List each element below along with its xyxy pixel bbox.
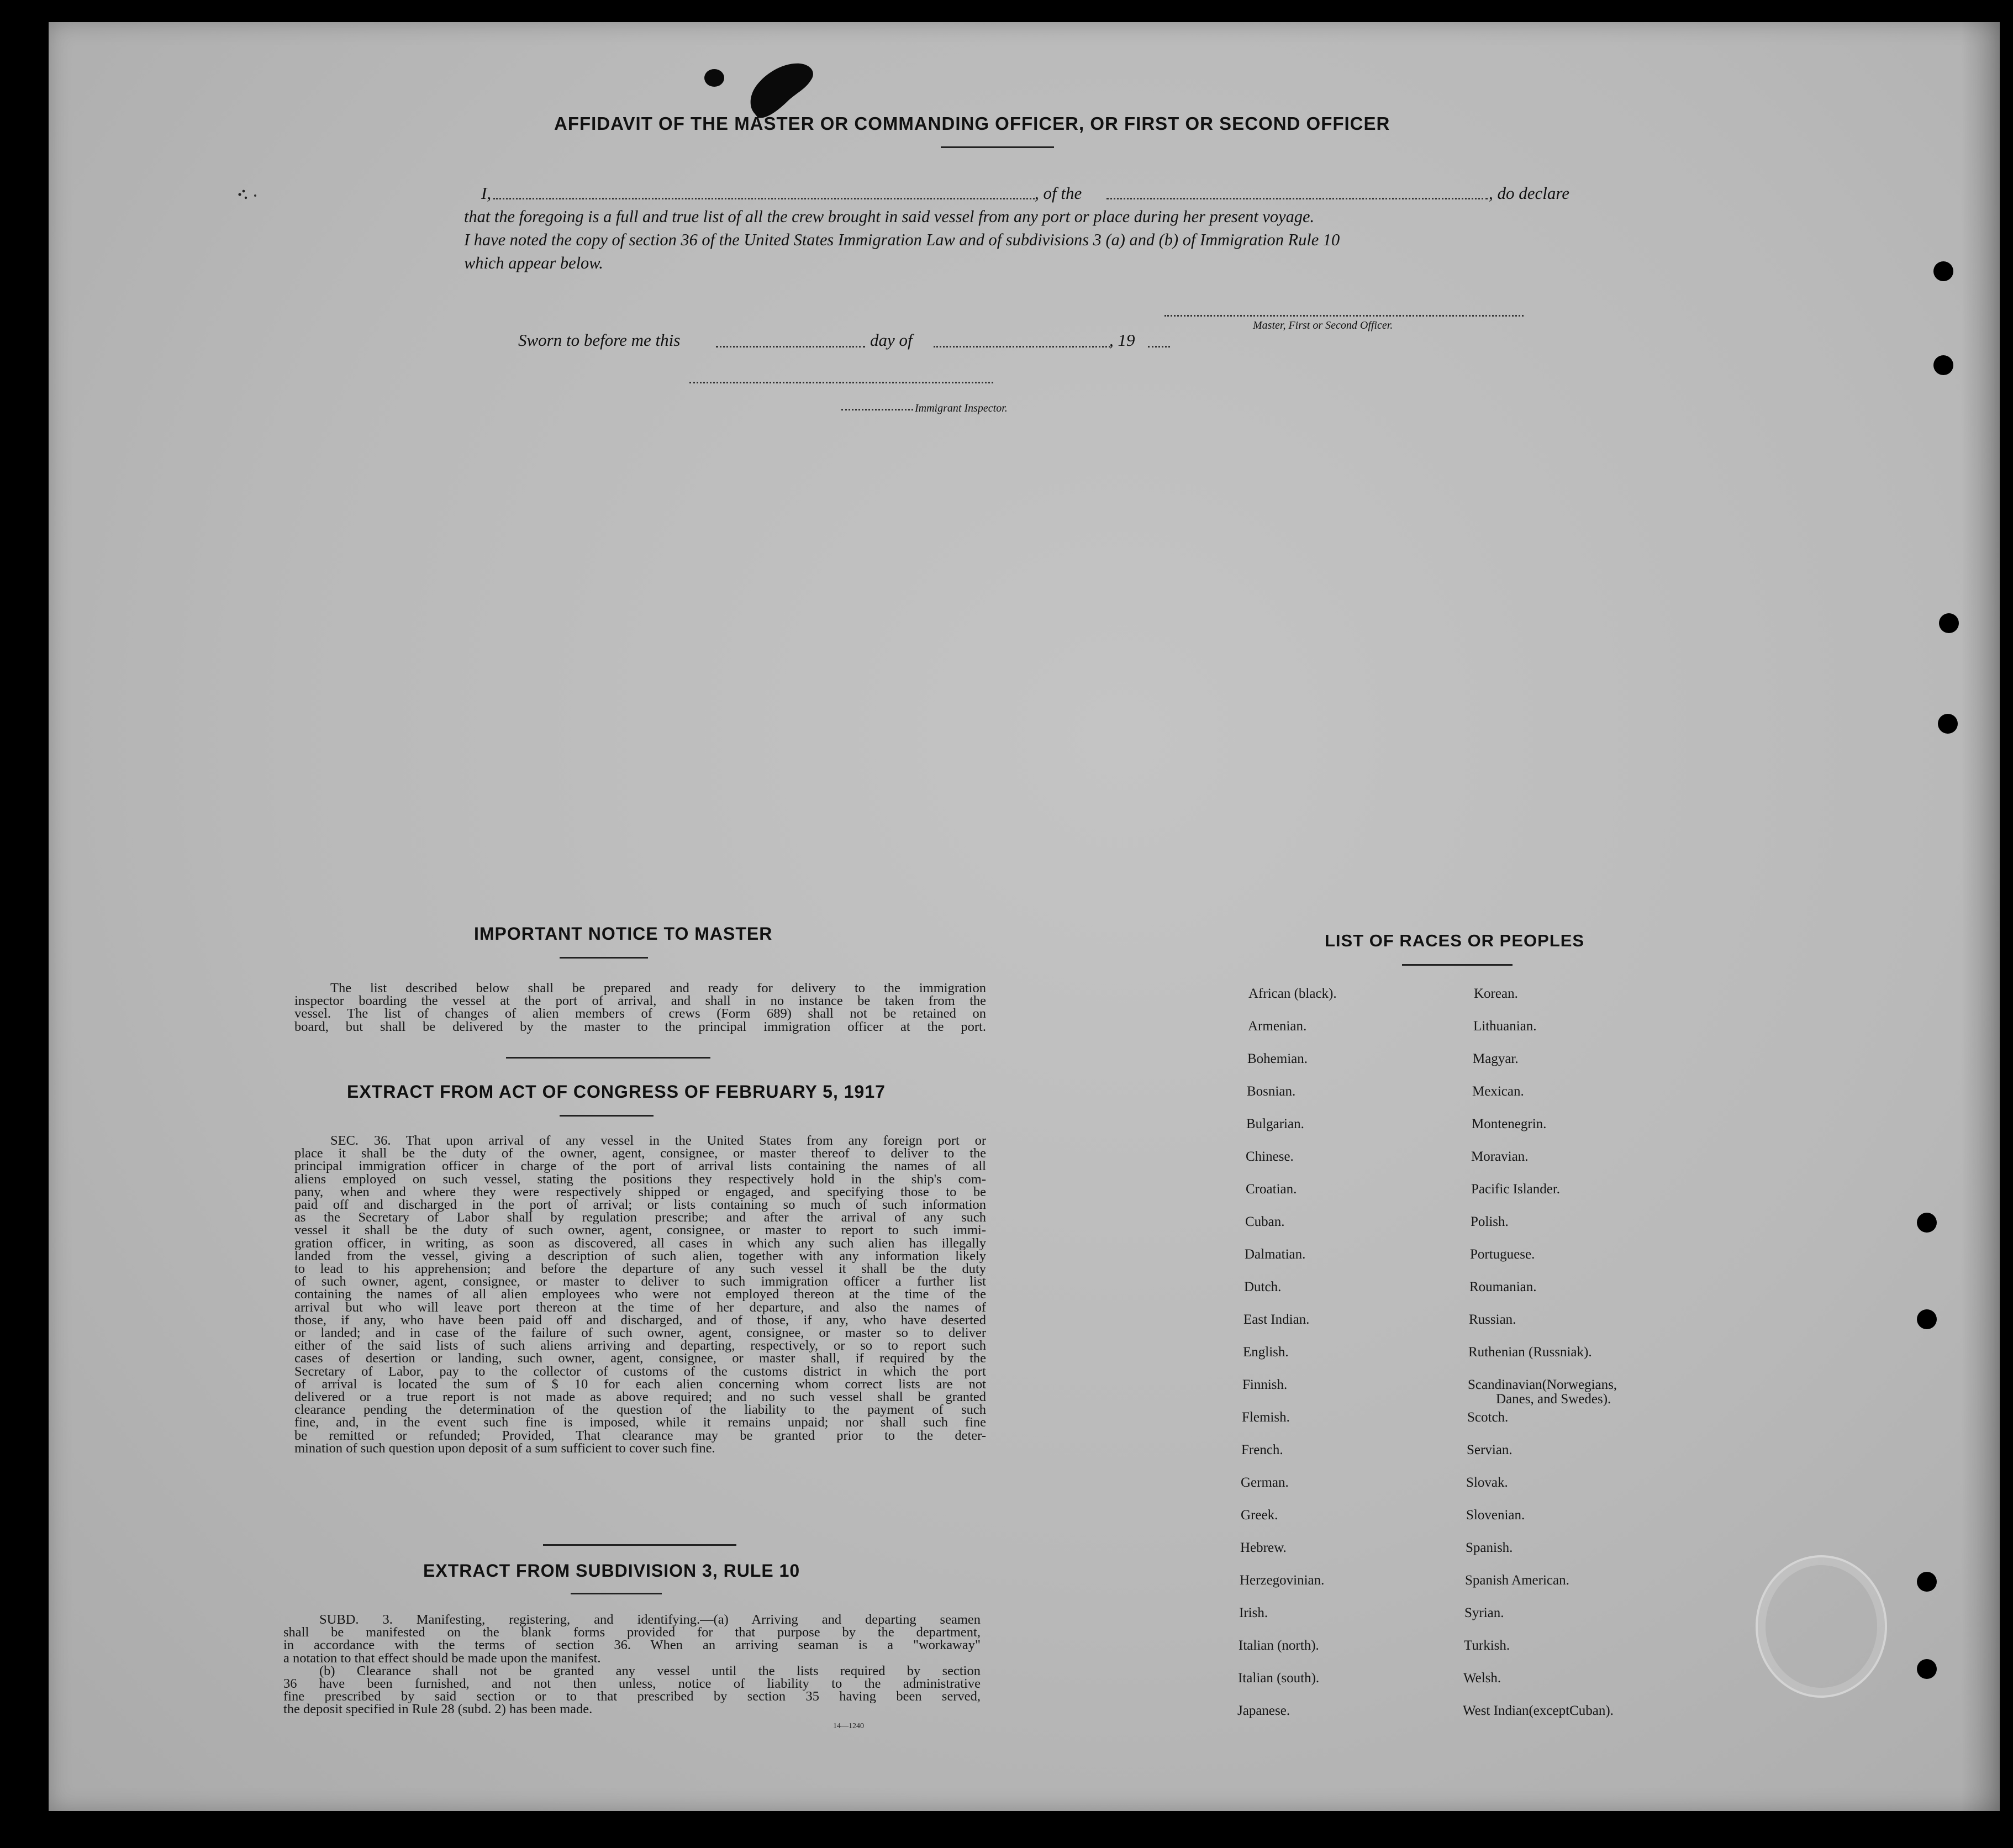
notice-line: board, but shall be delivered by the master to the principal immigration officer at the port. <box>294 1019 986 1034</box>
races-underline <box>1402 964 1513 966</box>
act-underline <box>560 1115 654 1117</box>
race-item: Armenian. <box>1248 1019 1307 1034</box>
race-item: Irish. <box>1239 1605 1268 1620</box>
notice-underline <box>560 957 648 959</box>
race-item: Lithuanian. <box>1473 1019 1537 1034</box>
day-of-label: day of <box>870 330 913 350</box>
rule-line: in accordance with the terms of section 36. When an arriving seaman is a "workaway" <box>283 1638 981 1653</box>
officer-caption: Master, First or Second Officer. <box>1253 319 1393 331</box>
act-line: or landed; and in case of the failure of such owner, agent, consignee, or master so to deliver <box>294 1325 986 1341</box>
act-line: containing the names of all alien employees who were not employed thereon at the time of the <box>294 1287 986 1302</box>
race-item: Herzegovinian. <box>1240 1573 1325 1588</box>
race-item: Magyar. <box>1473 1051 1519 1066</box>
rule-underline <box>571 1593 662 1594</box>
act-line: principal immigration officer in charge of the port of arrival lists containing the names of all <box>294 1159 986 1174</box>
notice-title: IMPORTANT NOTICE TO MASTER <box>474 924 773 944</box>
scanned-form-page <box>49 22 2000 1811</box>
race-item: Roumanian. <box>1469 1280 1537 1294</box>
rule-title: EXTRACT FROM SUBDIVISION 3, RULE 10 <box>423 1561 800 1581</box>
section-divider <box>506 1057 710 1059</box>
punch-hole-icon <box>1917 1309 1937 1329</box>
race-item: Italian (south). <box>1238 1671 1320 1686</box>
punch-hole-icon <box>1933 355 1953 375</box>
act-line: delivered or a true report is not made as above required; and no such vessel shall be granted <box>294 1389 986 1405</box>
notice-line: The list described below shall be prepared and ready for delivery to the immigration <box>330 981 986 996</box>
act-line: place it shall be the duty of the owner, agent, consignee, or master thereof to deliver to the <box>294 1146 986 1161</box>
race-item: Spanish. <box>1466 1540 1513 1555</box>
act-line: clearance pending the determination of the question of the liability to the payment of such <box>294 1402 986 1418</box>
act-line: arrival but who will leave port thereon at the time of her departure, and also the names of <box>294 1299 986 1315</box>
race-item: Dalmatian. <box>1245 1247 1306 1262</box>
race-item: Spanish American. <box>1465 1573 1569 1588</box>
rule-line: 36 have been furnished, and not then unless, notice of liability to the administrative <box>283 1676 981 1692</box>
race-item: Bosnian. <box>1247 1084 1296 1099</box>
race-item: Italian (north). <box>1239 1638 1319 1653</box>
form-number: 14—1240 <box>833 1722 864 1730</box>
race-item: Danes, and Swedes). <box>1496 1392 1611 1407</box>
vessel-blank <box>1106 198 1488 199</box>
race-item: Turkish. <box>1464 1638 1510 1653</box>
act-line: mination of such question upon deposit of a sum sufficient to cover such fine. <box>294 1440 715 1456</box>
affidavit-line-3: which appear below. <box>464 254 603 272</box>
race-item: Welsh. <box>1463 1671 1501 1686</box>
act-line: pany, when and where they were respectively shipped or engaged, and specifying those to be <box>294 1184 986 1199</box>
ink-dot-icon <box>700 65 728 91</box>
race-item: Croatian. <box>1246 1182 1297 1197</box>
race-item: Bulgarian. <box>1246 1117 1304 1131</box>
race-item: Servian. <box>1467 1442 1513 1457</box>
race-item: Montenegrin. <box>1472 1117 1547 1131</box>
punch-hole-icon <box>1938 714 1958 734</box>
act-line: be remitted or refunded; Provided, That clearance may be granted prior to the deter- <box>294 1428 986 1443</box>
of-the-label: , of the <box>1035 183 1082 203</box>
rule-text <box>283 1613 981 1716</box>
punch-hole-icon <box>1917 1572 1937 1592</box>
race-item: French. <box>1241 1442 1283 1457</box>
race-item: Russian. <box>1469 1312 1516 1327</box>
race-item: Portuguese. <box>1470 1247 1535 1262</box>
act-line: gration officer, in writing, as soon as discovered, all cases in which any such alien has illegally <box>294 1235 986 1251</box>
inspector-name-line <box>841 409 913 410</box>
race-item: Dutch. <box>1244 1280 1282 1294</box>
act-line: to lead to his apprehension; and before the departure of any such vessel it shall be the duty <box>294 1261 986 1277</box>
race-item: Greek. <box>1241 1508 1278 1523</box>
race-item: German. <box>1241 1475 1289 1490</box>
name-blank <box>493 198 1035 199</box>
inspector-signature-line <box>689 382 993 383</box>
rule-line: the deposit specified in Rule 28 (subd. 2) has been made. <box>283 1702 593 1717</box>
rule-line: shall be manifested on the blank forms provided for that purpose by the department, <box>283 1625 981 1640</box>
act-line: vessel it shall be the duty of such owner, agent, consignee, or master to report to such immi- <box>294 1223 986 1238</box>
ink-blot-icon <box>738 58 821 122</box>
race-item: Bohemian. <box>1247 1051 1308 1066</box>
affidavit-line-1: that the foregoing is a full and true list of all the crew brought in said vessel from any port or place during her present voyage. <box>464 207 1315 226</box>
race-item: Ruthenian (Russniak). <box>1468 1345 1592 1360</box>
race-item: Finnish. <box>1242 1377 1288 1392</box>
race-item: Korean. <box>1474 986 1518 1001</box>
act-line: fine, and, in the event such fine is imposed, while it remains unpaid; nor shall such fine <box>294 1415 986 1430</box>
race-item: Mexican. <box>1472 1084 1524 1099</box>
rule-line: SUBD. 3. Manifesting, registering, and identifying.—(a) Arriving and departing seamen <box>319 1612 981 1627</box>
speck-marks-icon <box>236 187 259 203</box>
punch-hole-icon <box>1933 261 1953 281</box>
race-item: Scotch. <box>1467 1410 1509 1425</box>
rule-line: fine prescribed by said section or to that prescribed by section 35 having been served, <box>283 1689 981 1704</box>
year-label: , 19 <box>1109 330 1135 350</box>
race-item: African (black). <box>1248 986 1337 1001</box>
rule-line: (b) Clearance shall not be granted any vessel until the lists required by section <box>319 1663 981 1678</box>
race-item: Syrian. <box>1464 1605 1504 1620</box>
act-line: SEC. 36. That upon arrival of any vessel in the United States from any foreign port or <box>330 1133 986 1148</box>
race-item: Chinese. <box>1246 1149 1294 1164</box>
sworn-month-blank <box>934 346 1110 348</box>
race-item: Scandinavian(Norwegians, <box>1468 1377 1617 1392</box>
act-line: landed from the vessel, giving a description of such alien, together with any information likely <box>294 1248 986 1263</box>
race-item: English. <box>1243 1345 1289 1360</box>
race-item: Pacific Islander. <box>1471 1182 1561 1197</box>
sworn-label: Sworn to before me this <box>518 330 681 350</box>
notice-line: vessel. The list of changes of alien members of crews (Form 689) shall not be retained on <box>294 1006 986 1022</box>
officer-signature-line <box>1164 315 1524 317</box>
act-line: aliens employed on such vessel, stating the positions they respectively hold in the ship's com- <box>294 1171 986 1187</box>
notice-text <box>294 982 986 1033</box>
race-item: Slovak. <box>1466 1475 1508 1490</box>
inspector-caption: Immigrant Inspector. <box>915 402 1008 414</box>
sworn-day-blank <box>716 346 865 348</box>
race-item: Polish. <box>1471 1214 1509 1229</box>
embossed-seal-icon <box>1756 1555 1887 1698</box>
act-line: of such owner, agent, consignee, or master to deliver to such immigration officer a further list <box>294 1274 986 1289</box>
act-line: those, if any, who have been paid off and discharged, and of those, if any, who have deserted <box>294 1312 986 1328</box>
race-item: East Indian. <box>1243 1312 1310 1327</box>
races-title: LIST OF RACES OR PEOPLES <box>1325 931 1585 950</box>
race-item: Slovenian. <box>1466 1508 1525 1523</box>
act-line: cases of desertion or landing, such owner, agent, consignee, or master shall, if required by the <box>294 1351 986 1366</box>
race-item: West Indian(exceptCuban). <box>1463 1703 1614 1718</box>
act-line: paid off and discharged in the port of arrival; or lists containing so much of such information <box>294 1197 986 1213</box>
i-label: I, <box>481 183 492 203</box>
race-item: Flemish. <box>1242 1410 1290 1425</box>
notice-line: inspector boarding the vessel at the port of arrival, and shall in no instance be taken from the <box>294 993 986 1009</box>
section-divider <box>543 1544 736 1546</box>
affidavit-line-2: I have noted the copy of section 36 of the United States Immigration Law and of subdivisions 3 (a) and (b) of Immigration Rule 10 <box>464 230 1340 249</box>
race-item: Japanese. <box>1237 1703 1290 1718</box>
affidavit-title: AFFIDAVIT OF THE MASTER OR COMMANDING OFFICER, OR FIRST OR SECOND OFFICER <box>554 113 1390 134</box>
declare-label: , do declare <box>1489 183 1570 203</box>
act-title: EXTRACT FROM ACT OF CONGRESS OF FEBRUARY 5, 1917 <box>347 1082 886 1102</box>
race-item: Cuban. <box>1245 1214 1285 1229</box>
race-item: Hebrew. <box>1240 1540 1287 1555</box>
act-line: of arrival is located the sum of $ 10 for each alien concerning whom correct lists are not <box>294 1376 986 1392</box>
title-underline <box>941 146 1054 148</box>
sworn-year-blank <box>1148 346 1170 348</box>
punch-hole-icon <box>1917 1659 1937 1679</box>
punch-hole-icon <box>1939 613 1959 633</box>
act-line: Secretary of Labor, pay to the collector of customs of the customs district in which the port <box>294 1363 986 1379</box>
rule-line: a notation to that effect should be made upon the manifest. <box>283 1650 601 1666</box>
punch-hole-icon <box>1917 1213 1937 1233</box>
race-item: Moravian. <box>1471 1149 1529 1164</box>
act-text <box>294 1134 986 1455</box>
act-line: either of the said lists of such aliens arriving and departing, respectively, or so to report such <box>294 1338 986 1354</box>
act-line: as the Secretary of Labor shall by regulation prescribe; and after the arrival of any such <box>294 1210 986 1225</box>
